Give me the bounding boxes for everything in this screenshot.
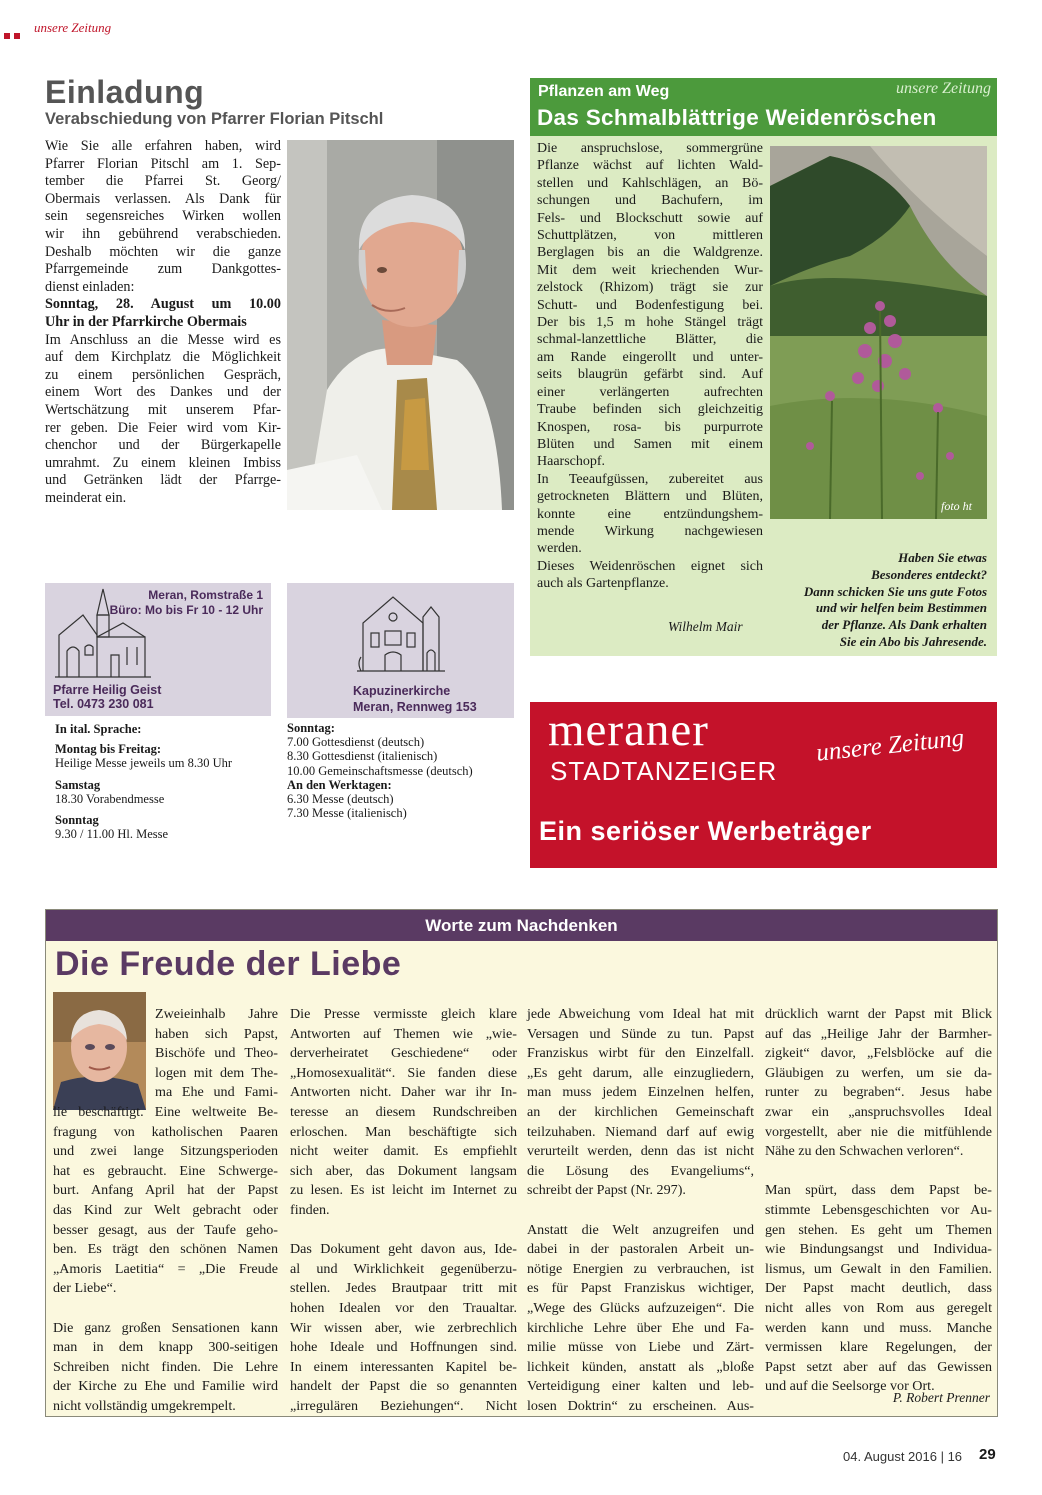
text-line: zu einem persönlichen Gespräch, [45,366,281,383]
stadtanzeiger-ad[interactable] [530,702,997,868]
text-line: werden. [537,541,582,557]
cta-line: Sie ein Abo bis Jahresende. [839,633,987,649]
text-line: ben. Es trägt den schönen Namen [53,1241,278,1258]
text-line: Obermais verlassen. Als Dank für [45,190,281,207]
text-line: getrockneten Blättern und Blüten, [537,489,763,505]
text-line [290,1221,517,1241]
text-line: der Liebe“. [53,1280,117,1297]
cta-line: der Pflanze. Als Dank erhalten [821,617,987,633]
text-line: an der kirchlichen Gemeinschaft [527,1103,754,1120]
text-line: „irregulären Beziehungen“. Nicht [290,1397,517,1414]
ad-meraner: meraner [548,704,709,756]
text-line: Deshalb möchten wir die ganze [45,243,281,260]
text-line: rer geben. Die Feier wird vom Kir- [45,419,281,436]
text-line: Bischöfe und Theo- [155,1045,278,1062]
text-line: zelstock (Rhizom) trägt sie zur [537,280,763,296]
schedule-line: 7.30 Messe (italienisch) [287,806,407,821]
worte-title: Die Freude der Liebe [55,945,402,983]
text-line: Schutt- und Bodenfestigung bei. [537,297,763,313]
text-line: haben sich Papst, [155,1025,278,1042]
text-line: der Kirche zu Ehe und Familie wird [53,1378,278,1395]
kapuziner-schedule [287,721,517,820]
text-line: Die anspruchslose, sommergrüne [537,141,763,156]
text-line: nötige Energien zu verbrauchen, ist [527,1260,754,1277]
text-line: zu lesen. Es ist leicht im Internet zu [290,1182,517,1199]
text-line: Verteidigung einer kalten und leb- [527,1378,754,1395]
header-brand: unsere Zeitung [34,20,112,35]
schedule-line: 9.30 / 11.00 Hl. Messe [55,827,169,842]
text-line: umrahmt. Zu einem kleinen Imbiss [45,454,281,471]
text-line: Der Papst macht deutlich, dass [765,1280,992,1297]
text-line: gen stehen. Es geht um Themen [765,1221,992,1238]
text-line: Pfarrgemeinde zum Dankgottes- [45,261,281,278]
text-line: „Wege des Glücks aufzuzeigen“. Die [527,1299,754,1316]
cta-line: und wir helfen beim Bestimmen [815,600,987,616]
text-line [53,1299,278,1319]
text-line: „Es geht darum, alle einzugliedern, [527,1064,754,1081]
text-line: Der bis 1,5 m hohe Stängel trägt [537,315,763,331]
text-line: Nähe zu den Schwachen verloren“. [765,1143,964,1160]
text-line: nicht weiter damit. Es empfiehlt [290,1143,517,1160]
text-line: „Amoris Laetitia“ = „Die Freude [53,1260,278,1277]
text-line: derverheiratet Geschiedene“ oder [290,1045,517,1062]
text-line: Zweieinhalb Jahre [155,1006,278,1022]
pflanzen-brand: unsere Zeitung [896,80,991,97]
text-line: Anstatt die Welt anzugreifen und [527,1221,754,1238]
text-line: hohen Idealen vor den Traualtar. [290,1299,517,1316]
text-line: sein segensreiches Wirken wollen [45,208,281,225]
text-line: Im Anschluss an die Messe wird es [45,331,281,348]
text-line: tember die Pfarrei St. Georg/ [45,173,281,190]
text-line: das Kind zur Welt gebracht oder [53,1201,278,1218]
church-drawing-kapuziner [355,587,447,673]
schedule-line: Heilige Messe jeweils um 8.30 Uhr [55,756,233,771]
schedule-line: 8.30 Gottesdienst (italienisch) [287,749,438,764]
text-line: Dieses Weidenröschen eignet sich [537,558,763,574]
schedule-heading: Montag bis Freitag: [55,742,162,757]
pflanzen-box [530,78,997,656]
ad-stadtanzeiger: STADTANZEIGER [550,756,778,786]
text-line: auf das „Heilige Jahr der Barmher- [765,1025,992,1042]
text-line: „Homosexualität“. Sie fanden diese [290,1064,517,1081]
text-line: handelt der Papst die so genannten [290,1378,517,1395]
pflanzen-call-to-action [757,550,987,651]
text-line: meinderat ein. [45,489,127,506]
text-line: die Lösung des Evangeliums“, [527,1162,754,1179]
text-line: Uhr in der Pfarrkirche Obermais [45,313,247,330]
text-line: In einem interessanten Kapitel be- [290,1358,517,1375]
text-line: Pfarrer Florian Pitschl am 1. Sep- [45,155,281,172]
text-line: kirchliche Lehre über Ehe und Fa- [527,1319,754,1336]
worte-column-1-intro [155,1005,278,1103]
text-line: runter zu begraben“. Jesus habe [765,1084,992,1101]
text-line: mende Wirkung nachgewiesen [537,523,763,539]
worte-band: Worte zum Nachdenken [46,910,997,941]
text-line: nicht vollständig umgekrempelt. [53,1397,236,1414]
worte-column-2 [290,1005,517,1416]
weidenroeschen-photo [770,146,987,519]
text-line: Mit dem weit kriechenden Wur- [537,262,763,278]
text-line: einem Wort des Dankes und der [45,384,281,401]
text-line: konnte eine entzündungshem- [537,506,763,522]
text-line: logen mit dem The- [155,1064,278,1081]
schedule-heading: Sonntag [55,813,99,828]
text-line: stellen. Jedes Brautpaar tritt mit [290,1280,517,1297]
text-line: zwar ein „anspruchsvolles Ideal [765,1103,992,1120]
text-line: dienst einladen: [45,278,135,295]
text-line: sich aber, das Dokument langsam [290,1162,517,1179]
kapuziner-name: Kapuzinerkirche [353,684,451,698]
pflanzen-kicker: Pflanzen am Weg [538,83,670,100]
einladung-text [45,138,281,507]
text-line: teresse an diesem Rundschreiben [290,1103,517,1120]
text-line: ma Ehe und Fami- [155,1084,278,1101]
text-line: Das Dokument geht davon aus, Ide- [290,1241,517,1258]
text-line: am Rande eingerollt und unter- [537,349,763,365]
pflanzen-title: Das Schmalblättrige Weidenröschen [537,105,937,130]
text-line: losen Doktrin“ zu erscheinen. Aus- [527,1397,754,1414]
pflanzen-header [530,78,997,136]
text-line [527,1201,754,1221]
pfarre-heilig-geist-box [45,583,271,716]
text-line: Fels- und Blockschutt sowie auf [537,210,763,226]
pflanzen-text [537,140,763,593]
text-line: Pflanze wächst auf lichten Wald- [537,158,763,174]
einladung-title: Einladung [45,74,205,110]
pfarre-address: Meran, Romstraße 1 [148,588,263,602]
text-line: werden kann und muss. Manche [765,1319,992,1336]
kapuziner-weekday-head: An den Werktagen: [287,777,392,792]
cta-line: Haben Sie etwas [898,550,987,565]
text-line: verurteilt werden, denn das ist nicht [527,1143,754,1160]
text-line: Schreiben nicht finden. Die Lehre [53,1358,278,1375]
schedule-line: 7.00 Gottesdienst (deutsch) [287,735,425,750]
text-line: hohe Ideale und Hoffnungen sind. [290,1339,517,1356]
church-drawing-heilig-geist [53,585,153,680]
text-line: auch als Gartenpflanze. [537,576,669,592]
worte-box [45,909,998,1417]
text-line: schungen und Bachufern, im [537,193,763,209]
text-line: Papst setzt aber auf das Gewissen [765,1358,992,1375]
text-line: Antworten nicht. Daher war ihr In- [290,1084,517,1101]
text-line: Knospen, rosa- bis purpurrote [537,419,763,435]
text-line: burt. Anfang April hat der Papst [53,1182,278,1199]
text-line: finden. [290,1201,330,1218]
text-line: milie müsse von Liebe und Zärt- [527,1339,754,1356]
pfarre-office-hours: Büro: Mo bis Fr 10 - 12 Uhr [109,603,263,617]
ad-brand: unsere Zeitung [814,724,966,767]
schedule-heading: Samstag [55,777,101,792]
text-line: hat es gebraucht. Eine Schwerge- [53,1162,278,1179]
text-line: nicht alles von Rom aus geregelt [765,1299,992,1316]
pflanzen-author: Wilhelm Mair [668,619,743,634]
pfarre-name: Pfarre Heilig Geist [53,683,162,697]
author-portrait [53,992,146,1110]
einladung-subtitle: Verabschiedung von Pfarrer Florian Pitschl [45,110,384,128]
text-line: es für Papst Franziskus wichtiger, [527,1280,754,1297]
text-line: Versagen und Sünde zu tun. Papst [527,1025,754,1042]
text-line: Antworten auf Themen wie „wie- [290,1025,517,1042]
text-line: und zwei lange Sitzungsperioden [53,1143,278,1160]
text-line: lismus, um Gewalt in den Familien. [765,1260,992,1277]
text-line: Blüten und Samen mit einem [537,436,763,452]
text-line: al und Wirklichkeit gegenüberzu- [290,1260,517,1277]
worte-author: P. Robert Prenner [892,1390,990,1405]
text-line: Sonntag, 28. August um 10.00 [45,296,281,313]
text-line: Wir wissen aber, wie zerbrechlich [290,1319,517,1336]
schedule-line: 18.30 Vorabendmesse [55,791,165,806]
schedule-line: 10.00 Gemeinschaftsmesse (deutsch) [287,763,473,778]
text-line: fragung von katholischen Paaren [53,1123,278,1140]
worte-column-1 [53,1103,278,1417]
text-line: Schuttplätzen, von mittleren [537,228,763,244]
cta-line: Dann schicken Sie uns gute Fotos [803,583,987,599]
text-line: wie Bindungsangst und Individua- [765,1241,992,1258]
footer-date: 04. August 2016 | 16 [843,1449,963,1464]
text-line: teilzuhaben. Niemand darf auf ewig [527,1123,754,1140]
text-line: schreibt der Papst (Nr. 297). [527,1182,686,1199]
text-line: Traube befinden sich gleichzeitig [537,402,763,418]
text-line: jede Abweichung vom Ideal hat mit [527,1006,754,1022]
text-line: besser gesagt, aus der Taufe geho- [53,1221,278,1238]
schedule-heading: In ital. Sprache: [55,722,142,736]
text-line: stellen und Kahlschlägen, an Bö- [537,175,763,191]
text-line: vermissen klare Regelungen, der [765,1339,992,1356]
text-line: und auf die Seelsorge vor Ort. [765,1378,935,1395]
text-line: dabei in der pastoralen Arbeit un- [527,1241,754,1258]
page-number: 29 [979,1446,996,1463]
text-line: vorgestellt, aber nie die mitfühlende [765,1123,992,1140]
text-line: Gläubigen zu werfen, um sie da- [765,1064,992,1081]
header-marks [4,26,24,44]
text-line: Wertschätzung mit unserem Pfar- [45,401,281,418]
text-line: lie beschäftigt. Eine weltweite Be- [53,1104,278,1120]
text-line: Wie Sie alle erfahren haben, wird [45,138,281,154]
text-line: und Getränken lädt der Pfarrge- [45,472,281,489]
text-line: einer verlängerten aufrechten [537,384,763,400]
kapuziner-address: Meran, Rennweg 153 [353,700,477,714]
kapuzinerkirche-box [287,583,514,718]
pfarre-schedule [55,722,275,841]
text-line: Haarschopf. [537,454,606,470]
text-line: Man spürt, dass dem Papst be- [765,1182,992,1199]
text-line: auf dem Kirchplatz die Möglichkeit [45,349,281,366]
text-line: Die ganz großen Sensationen kann [53,1319,278,1336]
text-line: chenchor und der Bürgerkapelle [45,437,281,454]
text-line: Franziskus wirbt für den Einzelfall. [527,1045,754,1062]
cta-line: Besonderes entdeckt? [871,566,987,582]
text-line: In Teeaufgüssen, zubereitet aus [537,471,763,487]
text-line: lichkeit künden, anstatt als „bloße [527,1358,754,1375]
schedule-line: 6.30 Messe (deutsch) [287,792,394,807]
text-line: wir ihn gebührend verabschieden. [45,225,281,242]
text-line: stimmte Lebensgeschichten vor Au- [765,1201,992,1218]
text-line: Die Presse vermisste gleich klare [290,1006,517,1022]
text-line [765,1162,992,1182]
kapuziner-sunday-head: Sonntag: [287,721,335,735]
photo-credit: foto ht [941,499,973,513]
text-line: man in dem knapp 300-seitigen [53,1339,278,1356]
worte-column-3 [527,1005,754,1416]
text-line: drücklich warnt der Papst mit Blick [765,1006,992,1022]
text-line: Berglagen bis an die Waldgrenze. [537,245,763,261]
text-line: zigkeit“ davor, „Felsblöcke auf die [765,1045,992,1062]
worte-column-4 [765,1005,992,1397]
pfarre-tel: Tel. 0473 230 081 [53,697,154,711]
text-line: man muss jedem Einzelnen helfen, [527,1084,754,1101]
pfarrer-photo [287,140,514,510]
text-line: seits blaugrün gefärbt sind. Auf [537,367,763,383]
text-line: schmal-lanzettliche Blätter, die [537,332,763,348]
ad-slogan: Ein seriöser Werbeträger [539,816,872,846]
text-line: erloschen. Man beschäftigte sich [290,1123,517,1140]
